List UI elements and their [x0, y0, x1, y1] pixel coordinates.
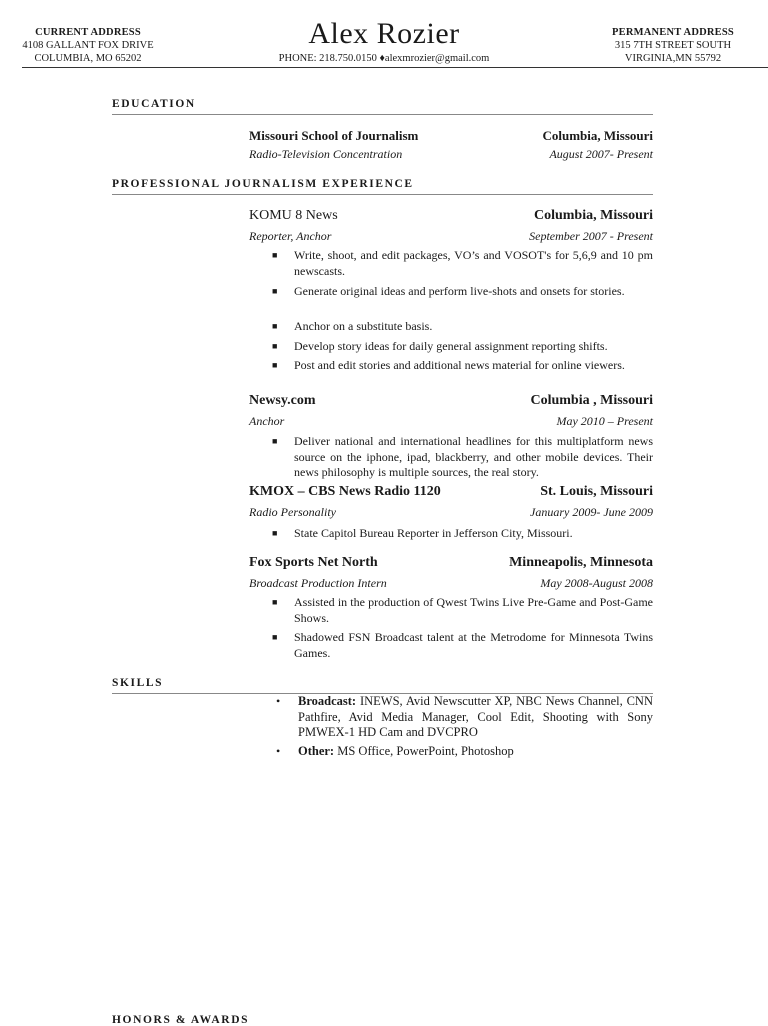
- square-bullet-icon: ■: [272, 286, 278, 296]
- square-bullet-icon: ■: [272, 360, 278, 370]
- job-bullet: State Capitol Bureau Reporter in Jefferson City, Missouri.: [294, 526, 573, 540]
- square-bullet-icon: ■: [272, 632, 278, 642]
- job-bullet: Develop story ideas for daily general assignment reporting shifts.: [294, 339, 608, 353]
- job-bullet: Write, shoot, and edit packages, VO’s and VOSOT's for 5,6,9 and 10 pm newscasts.: [294, 248, 653, 278]
- square-bullet-icon: ■: [272, 321, 278, 331]
- job-location: Columbia , Missouri: [530, 393, 653, 408]
- current-address-line2: COLUMBIA, MO 65202: [34, 53, 142, 64]
- experience-divider: [112, 194, 653, 195]
- square-bullet-icon: ■: [272, 250, 278, 260]
- education-divider: [112, 114, 653, 115]
- job-role: Anchor: [249, 414, 285, 428]
- job-dates: May 2010 – Present: [556, 414, 653, 428]
- permanent-address-label: PERMANENT ADDRESS: [612, 27, 734, 38]
- header-divider: [22, 67, 768, 68]
- job-bullet: Post and edit stories and additional news material for online viewers.: [294, 358, 625, 372]
- education-program: Radio-Television Concentration: [249, 147, 403, 161]
- skill-item: [298, 694, 653, 741]
- education-heading: EDUCATION: [112, 98, 196, 110]
- permanent-address-line2: VIRGINIA,MN 55792: [624, 53, 722, 64]
- skill-text: INEWS, Avid Newscutter XP, NBC News Channel, CNN Pathfire, Avid Media Manager, Cool Edit, Shooting with Sony PMWEX-1 HD Cam and DVCPRO: [298, 694, 653, 739]
- current-address-line1: 4108 GALLANT FOX DRIVE: [22, 40, 154, 51]
- permanent-address: [592, 26, 754, 65]
- education-dates: August 2007- Present: [549, 147, 653, 161]
- job-location: Minneapolis, Minnesota: [509, 555, 653, 570]
- job-location: Columbia, Missouri: [533, 208, 653, 223]
- job-org: Fox Sports Net North: [249, 555, 378, 570]
- job-location: St. Louis, Missouri: [540, 484, 653, 499]
- current-address-label: CURRENT ADDRESS: [35, 27, 141, 38]
- applicant-name: Alex Rozier: [308, 17, 460, 50]
- contact-line: PHONE: 218.750.0150 ♦alexmrozier@gmail.com: [278, 53, 490, 64]
- job-role: Radio Personality: [249, 505, 336, 519]
- job-bullet: Anchor on a substitute basis.: [294, 319, 433, 333]
- round-bullet-icon: •: [276, 744, 281, 758]
- job-dates: September 2007 - Present: [529, 229, 653, 243]
- skill-label: Other:: [298, 744, 335, 758]
- skill-item: [298, 744, 653, 760]
- permanent-address-line1: 315 7TH STREET SOUTH: [614, 40, 732, 51]
- skills-heading: SKILLS: [112, 677, 164, 689]
- square-bullet-icon: ■: [272, 436, 278, 446]
- square-bullet-icon: ■: [272, 341, 278, 351]
- education-location: Columbia, Missouri: [542, 128, 653, 143]
- job-org: KOMU 8 News: [249, 208, 338, 223]
- experience-heading: PROFESSIONAL JOURNALISM EXPERIENCE: [112, 178, 414, 190]
- round-bullet-icon: •: [276, 694, 281, 708]
- job-org: KMOX – CBS News Radio 1120: [249, 484, 441, 499]
- job-role: Broadcast Production Intern: [249, 576, 387, 590]
- job-bullet: Assisted in the production of Qwest Twins Live Pre-Game and Post-Game Shows.: [294, 595, 653, 625]
- honors-heading: HONORS & AWARDS: [112, 1014, 250, 1026]
- job-org: Newsy.com: [249, 393, 316, 408]
- job-bullet: Shadowed FSN Broadcast talent at the Metrodome for Minnesota Twins Games.: [294, 630, 653, 660]
- skill-label: Broadcast:: [298, 694, 357, 708]
- job-bullet: Generate original ideas and perform live-shots and onsets for stories.: [294, 284, 625, 298]
- square-bullet-icon: ■: [272, 528, 278, 538]
- education-school: Missouri School of Journalism: [249, 128, 419, 143]
- square-bullet-icon: ■: [272, 597, 278, 607]
- skill-text: MS Office, PowerPoint, Photoshop: [334, 744, 514, 758]
- job-dates: May 2008-August 2008: [540, 576, 653, 590]
- job-role: Reporter, Anchor: [249, 229, 332, 243]
- job-dates: January 2009- June 2009: [530, 505, 653, 519]
- job-bullet: Deliver national and international headlines for this multiplatform news source on the iphone, ipad, blackberry, and other mobile devices. Their news philosophy is multiple sources, the real story.: [294, 434, 653, 479]
